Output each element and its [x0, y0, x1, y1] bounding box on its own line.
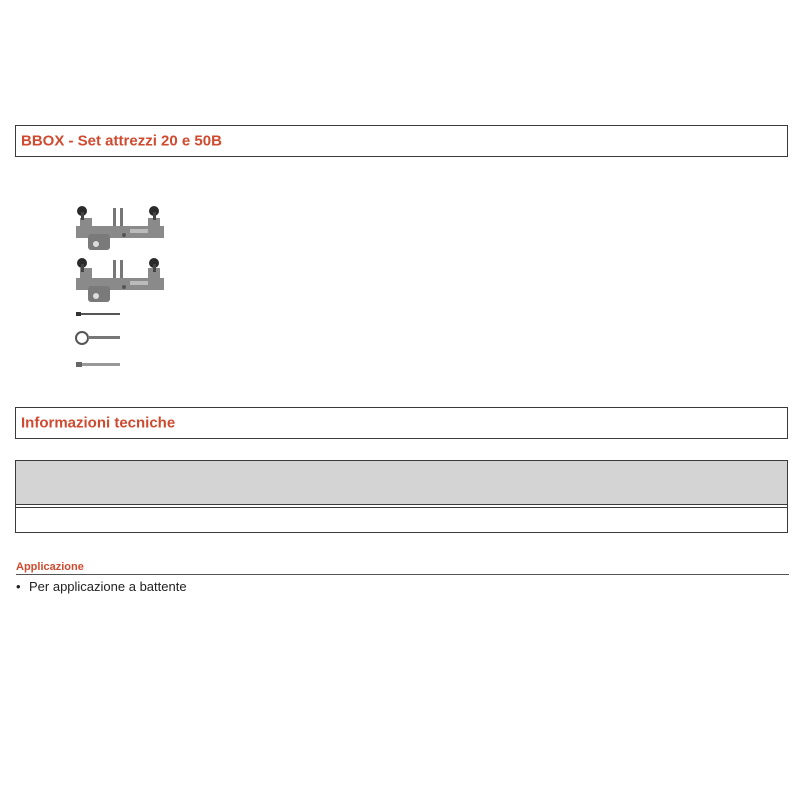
technical-info-box — [15, 407, 788, 439]
product-image — [70, 196, 170, 376]
technical-info-table — [15, 460, 788, 533]
technical-info-title: Informazioni tecniche — [21, 414, 176, 432]
bullet: • — [16, 579, 21, 594]
product-title: BBOX - Set attrezzi 20 e 50B — [21, 132, 222, 150]
product-title-box — [15, 125, 788, 157]
jig-tool-1 — [76, 206, 164, 250]
eye-bolt — [76, 332, 120, 344]
pin-tool — [76, 362, 120, 367]
list-item — [16, 579, 187, 594]
drill-bit — [76, 312, 120, 316]
jig-tool-2 — [76, 258, 164, 302]
application-item-text: Per applicazione a battente — [29, 579, 187, 594]
technical-info-table-divider — [16, 507, 787, 508]
application-list — [16, 579, 187, 594]
application-heading: Applicazione — [16, 561, 789, 575]
technical-info-table-header — [16, 461, 787, 505]
